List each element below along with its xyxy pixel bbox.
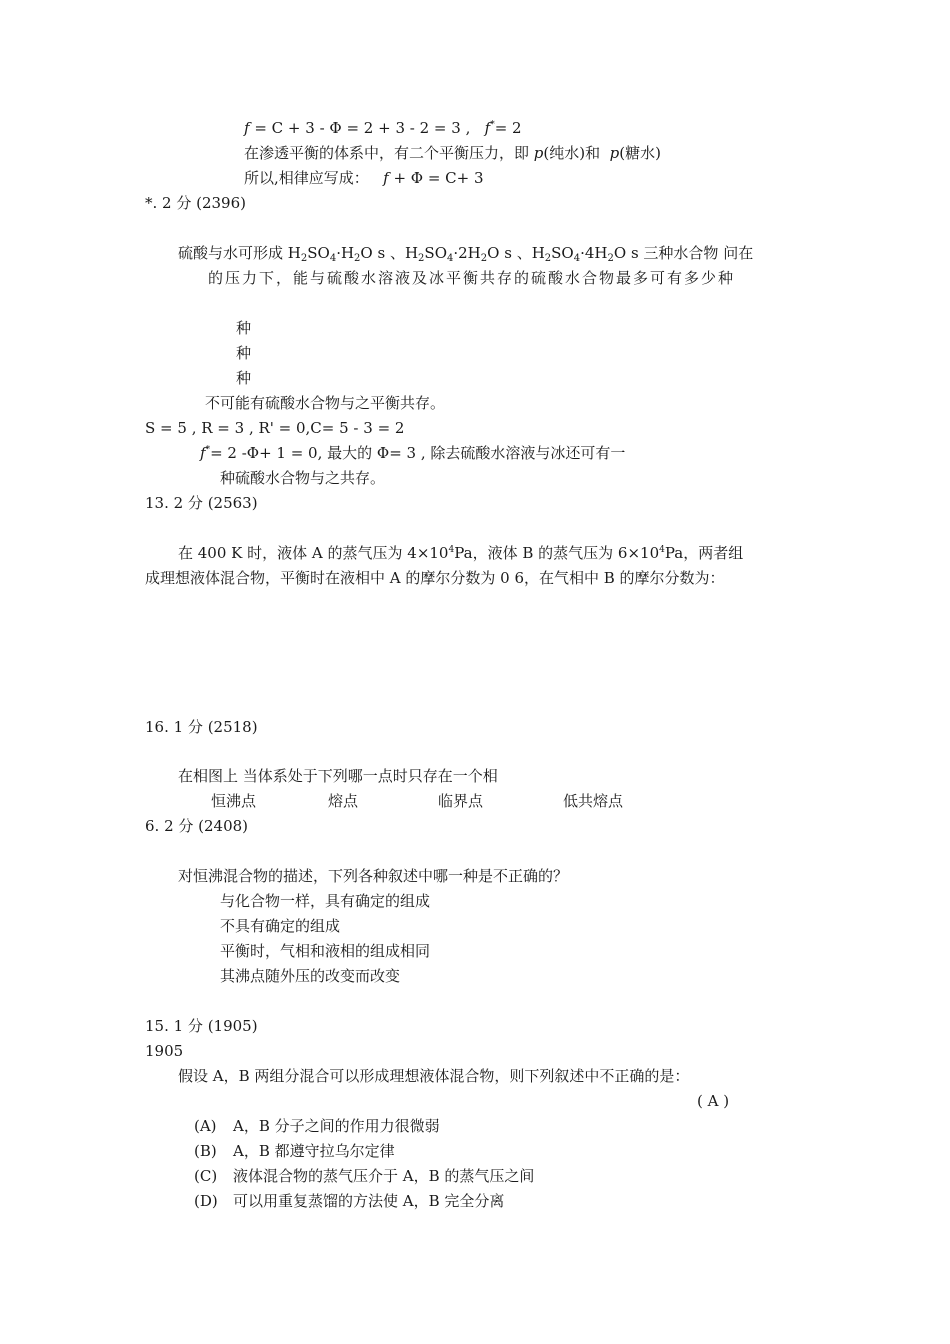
question-1905-answer: ( A ) [697, 1092, 730, 1110]
question-1905-header: 15. 1 分 (1905) [145, 1017, 258, 1035]
phase-rule-line-3: 所以,相律应写成： f + Φ = C+ 3 [244, 169, 484, 187]
question-2408-option-3: 平衡时，气相和液相的组成相同 [220, 942, 431, 960]
question-2518-option-1: 恒沸点 [211, 792, 257, 810]
question-2396-header: *. 2 分 (2396) [145, 194, 246, 212]
question-2408-option-4: 其沸点随外压的改变而改变 [220, 967, 401, 985]
question-1905-option-c-label: (C) [194, 1167, 218, 1185]
question-2518-option-3: 临界点 [438, 792, 484, 810]
question-2563-header: 13. 2 分 (2563) [145, 494, 258, 512]
question-1905-option-b-label: (B) [194, 1142, 217, 1160]
question-2518-option-4: 低共熔点 [563, 792, 624, 810]
question-1905-option-c: 液体混合物的蒸气压介于 A，B 的蒸气压之间 [233, 1167, 535, 1185]
question-2396-text-1: 硫酸与水可形成 $H_2SO_4\cdot H_2O$ s 、$H_2SO_4\cdot 2H_2O$ s 、$H_2SO_4\cdot 4H_2O$ s 三种水合物 问在 [178, 244, 754, 264]
question-2396-option-3: 种 [236, 369, 252, 387]
question-1905-option-b: A，B 都遵守拉乌尔定律 [233, 1142, 395, 1160]
question-1905-code: 1905 [145, 1042, 184, 1060]
question-2396-answer-1: S = 5 , R = 3 , R' = 0,C= 5 - 3 = 2 [145, 419, 405, 437]
question-1905-option-d: 可以用重复蒸馏的方法使 A，B 完全分离 [233, 1192, 505, 1210]
question-2408-text: 对恒沸混合物的描述，下列各种叙述中哪一种是不正确的？ [178, 867, 569, 885]
question-2396-option-4: 不可能有硫酸水合物与之平衡共存。 [205, 394, 446, 412]
question-2518-header: 16. 1 分 (2518) [145, 718, 258, 736]
question-2396-option-1: 种 [236, 319, 252, 337]
question-1905-option-a: A，B 分子之间的作用力很微弱 [233, 1117, 440, 1135]
question-2518-option-2: 熔点 [328, 792, 359, 810]
question-1905-option-d-label: (D) [194, 1192, 218, 1210]
question-2563-text-1: 在 400 K 时，液体 A 的蒸气压为 $4\times 10^4Pa$，液体 B 的蒸气压为 $6\times 10^4Pa$，两者组 [178, 544, 744, 562]
question-2396-option-2: 种 [236, 344, 252, 362]
question-1905-text: 假设 A，B 两组分混合可以形成理想液体混合物，则下列叙述中不正确的是： [178, 1067, 690, 1085]
question-2396-answer-2: f*= 2 -Φ+ 1 = 0, 最大的 Φ= 3 , 除去硫酸水溶液与冰还可有一 [200, 444, 626, 462]
question-2408-header: 6. 2 分 (2408) [145, 817, 249, 835]
question-2396-text-2: 的压力下，能与硫酸水溶液及冰平衡共存的硫酸水合物最多可有多少种 [208, 269, 736, 287]
phase-rule-line-2: 在渗透平衡的体系中，有二个平衡压力，即 p(纯水)和 p(糖水) [244, 144, 661, 162]
question-1905-option-a-label: (A) [194, 1117, 217, 1135]
question-2396-answer-3: 种硫酸水合物与之共存。 [220, 469, 386, 487]
question-2518-text: 在相图上 当体系处于下列哪一点时只存在一个相 [178, 767, 498, 785]
question-2408-option-2: 不具有确定的组成 [220, 917, 341, 935]
phase-rule-line-1: f = C + 3 - Φ = 2 + 3 - 2 = 3 , f*= 2 [244, 119, 522, 137]
question-2408-option-1: 与化合物一样，具有确定的组成 [220, 892, 431, 910]
question-2563-text-2: 成理想液体混合物，平衡时在液相中 A 的摩尔分数为 0 6，在气相中 B 的摩尔分数为： [145, 569, 725, 587]
